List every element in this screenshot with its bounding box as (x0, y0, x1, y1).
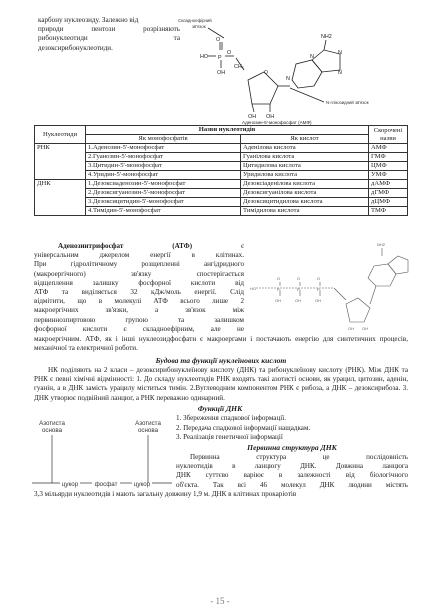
svg-text:O: O (317, 276, 321, 281)
primary-structure-line: нуклеотидів в ланцюгу ДНК. Довжина ланцюга (176, 462, 408, 471)
base-label: основа (41, 427, 63, 434)
svg-text:OH: OH (217, 70, 226, 76)
svg-text:N: N (286, 76, 290, 82)
atp-line: первиннозпиртовою групою та залишком (34, 315, 244, 324)
table-cell: 2.Гуанозин-5'-монофосфат (86, 153, 241, 162)
base-label: Азотиста (135, 420, 161, 427)
sub-header-mono: Як монофосфатів (86, 135, 241, 144)
section-title: Будова та функції нуклеїнових кислот (155, 356, 287, 365)
atp-line: (макроергічного) зв'язку спостерігається (34, 269, 244, 278)
atp-title: Аденозинтрифосфат (АТФ) (58, 242, 193, 250)
table-cell: 3.Цитидин-5'-монофосфат (86, 162, 241, 171)
svg-text:HO: HO (200, 54, 209, 60)
table-cell: дГМФ (369, 189, 408, 198)
primary-structure-paragraph (176, 453, 408, 490)
table-cell: Уридилова кислота (241, 171, 369, 180)
atp-line: відмітити, що в молекулі АТФ всього лише 2 (34, 297, 244, 306)
col-header-nucleotides: Нуклеотиди (35, 126, 86, 144)
primary-structure-tail: 3,3 мільярди нуклеотидів і мають загальну довжину 1,9 м. ДНК в клітинах прокаріотів (34, 490, 297, 498)
table-cell: ЦМФ (369, 162, 408, 171)
primary-structure-title: Первинна структура ДНК (247, 443, 337, 452)
svg-text:OH: OH (275, 298, 281, 303)
base-label: основа (137, 427, 159, 434)
intro-line: рибонуклеотиди та (38, 34, 180, 43)
intro-line: природи пентози розрізняють (38, 25, 180, 34)
intro-line: дезоксирибонуклеотиди. (38, 43, 113, 52)
table-cell: 1.Дезоксиаденозин-5'-монофосфат (86, 180, 241, 189)
table-cell: Дезоксицитидилова кислота (241, 198, 369, 207)
sub-header-acid: Як кислот (241, 135, 369, 144)
list-item: 2. Передача спадкової інформації нащадкам. (176, 423, 311, 432)
dna-functions-title: Функції ДНК (197, 404, 243, 413)
svg-text:N: N (338, 70, 342, 76)
nucleotides-table (34, 125, 408, 216)
group-dna: ДНК (35, 180, 86, 216)
svg-text:OH: OH (248, 114, 257, 120)
svg-text:HO: HO (250, 286, 256, 291)
atp-line: відщеплення залишку фосфорної кислоти від (34, 278, 244, 287)
ester-bond-label-2: зв'язок (192, 24, 206, 29)
list-item: 1. Збереження спадкової інформації. (176, 414, 286, 422)
table-cell: Цитидилова кислота (241, 162, 369, 171)
table-cell: ГМФ (369, 153, 408, 162)
atp-structure-figure (250, 238, 410, 338)
base-label: Азотиста (39, 420, 65, 427)
table-cell: Дезоксіаденілова кислота (241, 180, 369, 189)
page-number: - 15 - (210, 596, 230, 606)
amp-structure-figure (178, 8, 418, 126)
svg-text:CH₂: CH₂ (234, 64, 244, 70)
atp-line: АТФ та виділяється 32 кДж/моль енергії. Слід (34, 288, 244, 297)
svg-text:O: O (264, 70, 268, 76)
primary-structure-line: ДНК суттєво варіює в залежності від біологічного (176, 471, 408, 480)
section-text: НК поділяють на 2 класи – дезоксирибонуклеїнову кислоту (ДНК) та рибонуклеїнову кислоту (РНК). Між ДНК та РНК є певні хімічні відмінності: 1. До складу нуклеотидів РНК входять такі азотисті основи, як урацил, цитозин, аденін, гуанін, а в ДНК замість урацилу міститься тимін. 2.Вуглеводним компонентом РНК є рибоза, а ДНК – дезоксирибоза. 3. ДНК утворює подвійний ланцюг, а РНК переважно одинарний. (34, 366, 408, 402)
phosphate-label: фосфат (94, 481, 118, 488)
svg-text:O: O (277, 276, 281, 281)
primary-structure-line: об'єкта. Так всі 46 молекул ДНК людини містять (176, 480, 408, 489)
atp-line: універсальним джерелом енергії в клітинах. (34, 251, 244, 260)
table-cell: 1.Аденозин-5'-монофосфат (86, 144, 241, 153)
svg-text:N: N (310, 54, 314, 60)
svg-text:N: N (338, 50, 342, 56)
sugar-label: цукор (61, 481, 79, 488)
intro-line: карбону нуклеозиду. Залежно від (38, 16, 139, 24)
table-cell: ТМФ (369, 207, 408, 216)
svg-text:P: P (277, 287, 280, 292)
atp-title-line (34, 242, 244, 251)
svg-text:OH: OH (266, 114, 275, 120)
col-header-names: Назви нуклеотидів (86, 126, 369, 135)
svg-text:O: O (227, 50, 232, 56)
svg-text:P: P (317, 287, 320, 292)
ester-bond-label: Складноефірний (178, 18, 212, 23)
table-cell: дЦМФ (369, 198, 408, 207)
list-item: 3. Реалізація генетичної інформації (176, 433, 283, 441)
dna-chain-diagram (30, 415, 176, 489)
atp-title-tail: є (240, 242, 244, 250)
svg-text:OH: OH (362, 326, 368, 331)
svg-text:O: O (297, 276, 301, 281)
intro-paragraph (38, 16, 180, 53)
table-cell: 4.Тимідин-5'-монофосфат (86, 207, 241, 216)
table-cell: АМФ (369, 144, 408, 153)
table-cell: 3.Дезоксицитидин-5'-монофосфат (86, 198, 241, 207)
table-cell: Гуанілова кислота (241, 153, 369, 162)
sugar-label: цукор (133, 481, 151, 488)
svg-text:P: P (218, 55, 222, 61)
table-cell: Тимідилова кислота (241, 207, 369, 216)
svg-text:OH: OH (295, 298, 301, 303)
svg-text:P: P (297, 287, 300, 292)
dna-functions-list (176, 414, 408, 443)
table-cell: УМФ (369, 171, 408, 180)
n-glycosidic-bond-label: N-глікозидний зв'язок (326, 100, 369, 105)
table-cell: дАМФ (369, 180, 408, 189)
svg-text:OH: OH (315, 298, 321, 303)
table-cell: 2.Дезоксигуанозин-5'-монофосфат (86, 189, 241, 198)
atp-tail: макроергічним. АТФ, як і інші нуклеозидфосфати є макроергами і постачають енергію для синтетичних процесів, механічної та електричної роботи. (34, 335, 408, 353)
table-cell: Дезоксигуанілова кислота (241, 189, 369, 198)
atp-line: фосфорної кислоти є складноефірним, але не (34, 324, 244, 333)
svg-text:OH: OH (348, 326, 354, 331)
group-rna: РНК (35, 144, 86, 180)
col-header-abbr: Скорочені назви (369, 126, 408, 144)
atp-nh2-label: NH2 (377, 242, 386, 247)
amp-caption: Аденозин-5'-монофосфат (АМФ) (242, 120, 312, 125)
atp-line: При гідролітичному розщепленні ангідридного (34, 260, 244, 269)
table-cell: 4.Уридин-5'-монофосфат (86, 171, 241, 180)
amp-nh2-label: NH2 (321, 34, 332, 40)
svg-text:O: O (216, 37, 221, 43)
atp-line: макроергічних зв'язки, а зв'язок між (34, 306, 244, 315)
table-cell: Аденілова кислота (241, 144, 369, 153)
primary-structure-line: Первинна структура це послідовність (190, 453, 408, 461)
atp-paragraph (34, 242, 244, 334)
